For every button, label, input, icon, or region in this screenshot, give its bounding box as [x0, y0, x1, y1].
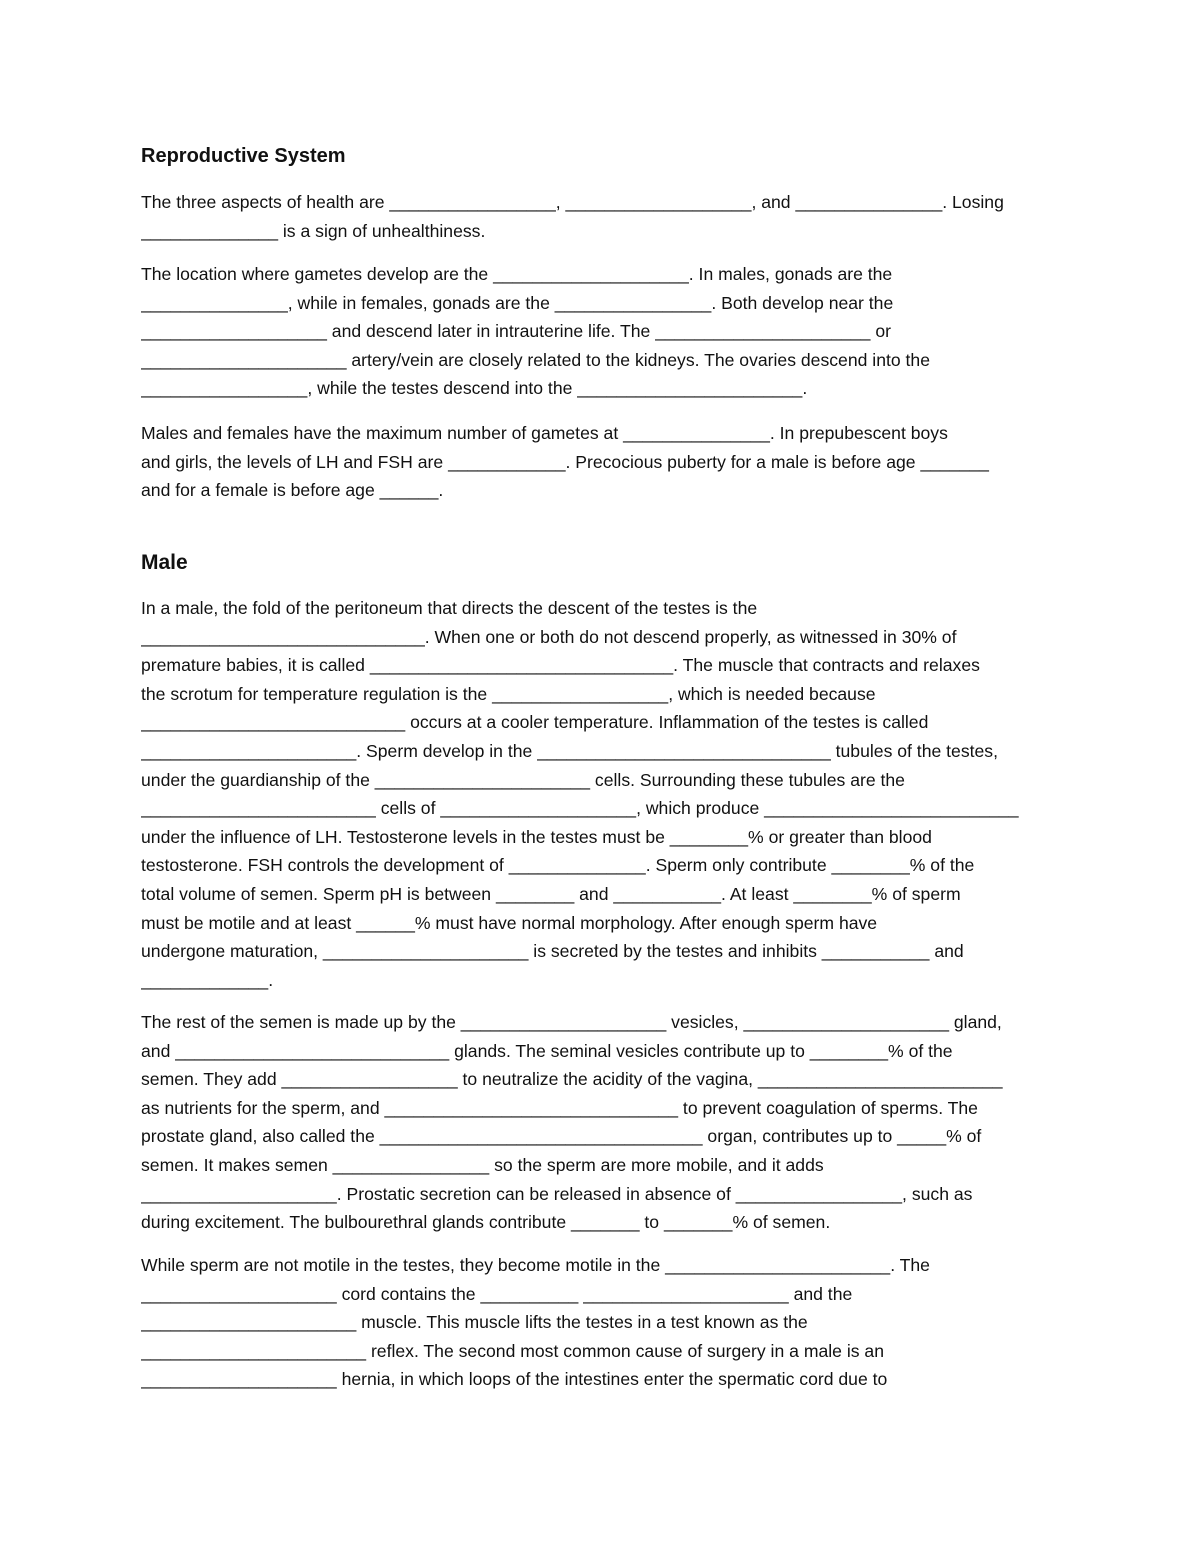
text-line: during excitement. The bulbourethral glands contribute _______ to _______% of semen. [141, 1212, 831, 1233]
text-line: While sperm are not motile in the testes, they become motile in the _______________________. The [141, 1255, 930, 1275]
text-line: as nutrients for the sperm, and ______________________________ to prevent coagulation of sperms. The [141, 1097, 978, 1118]
text-line: and ____________________________ glands. The seminal vesicles contribute up to ________% of the [141, 1040, 953, 1061]
text-line: ____________________. Prostatic secretion can be released in absence of _________________, such as [141, 1183, 973, 1204]
text-line: _________________, while the testes descend into the _______________________. [141, 378, 808, 399]
text-line: _____________________________. When one or both do not descend properly, as witnessed in 30% of [141, 626, 957, 647]
text-line: testosterone. FSH controls the development of ______________. Sperm only contribute ________% of the [141, 855, 975, 876]
text-line: ___________________________ occurs at a cooler temperature. Inflammation of the testes is called [141, 712, 929, 733]
text-line: _______________, while in females, gonads are the ________________. Both develop near the [141, 292, 894, 313]
document-title: Reproductive System [141, 145, 346, 167]
text-line: ________________________ cells of ____________________, which produce __________________________ [141, 798, 1019, 819]
text-line: Males and females have the maximum number of gametes at _______________. In prepubescent boys [141, 423, 948, 443]
text-line: ______________________. Sperm develop in the ______________________________ tubules of the testes, [141, 740, 998, 761]
paragraph-spermatic-cord [141, 1251, 1059, 1394]
text-line: semen. They add __________________ to neutralize the acidity of the vagina, _________________________ [141, 1069, 1003, 1090]
text-line: prostate gland, also called the _________________________________ organ, contributes up to _____% of [141, 1126, 982, 1147]
text-line: _______________________ reflex. The second most common cause of surgery in a male is an [141, 1340, 885, 1361]
text-line: ____________________ hernia, in which loops of the intestines enter the spermatic cord due to [141, 1369, 888, 1390]
text-line: The rest of the semen is made up by the _____________________ vesicles, _____________________ gland, [141, 1012, 1002, 1032]
text-line: and for a female is before age ______. [141, 480, 444, 501]
paragraph-semen-glands [141, 1008, 1059, 1237]
text-line: _____________. [141, 969, 274, 990]
text-line: under the guardianship of the ______________________ cells. Surrounding these tubules are the [141, 769, 905, 790]
paragraph-male-testes [141, 594, 1059, 994]
text-line: must be motile and at least ______% must have normal morphology. After enough sperm have [141, 912, 878, 933]
text-line: premature babies, it is called _______________________________. The muscle that contracts and relaxes [141, 655, 980, 676]
text-line: ______________________ muscle. This muscle lifts the testes in a test known as the [141, 1312, 808, 1333]
paragraph-gonads [141, 260, 1059, 403]
text-line: semen. It makes semen ________________ so the sperm are more mobile, and it adds [141, 1154, 824, 1175]
text-line: and girls, the levels of LH and FSH are ____________. Precocious puberty for a male is before age _______ [141, 451, 989, 472]
text-line: The three aspects of health are _________________, ___________________, and _______________. Losing [141, 192, 1004, 212]
text-line: ______________ is a sign of unhealthiness. [141, 220, 486, 241]
text-line: ___________________ and descend later in intrauterine life. The ______________________ or [141, 321, 892, 342]
text-line: _____________________ artery/vein are closely related to the kidneys. The ovaries descend into the [141, 349, 931, 370]
paragraph-health-aspects [141, 188, 1059, 245]
text-line: total volume of semen. Sperm pH is between ________ and ___________. At least ________% of sperm [141, 883, 961, 904]
text-line: undergone maturation, _____________________ is secreted by the testes and inhibits ___________ and [141, 941, 964, 962]
section-heading-male: Male [141, 551, 188, 574]
text-line: the scrotum for temperature regulation is the __________________, which is needed because [141, 683, 876, 704]
paragraph-gametes-puberty [141, 419, 1059, 505]
text-line: ____________________ cord contains the __________ _____________________ and the [141, 1283, 853, 1304]
text-line: under the influence of LH. Testosterone levels in the testes must be ________% or greater than blood [141, 826, 932, 847]
text-line: In a male, the fold of the peritoneum that directs the descent of the testes is the [141, 598, 758, 618]
text-line: The location where gametes develop are the ____________________. In males, gonads are the [141, 264, 893, 284]
